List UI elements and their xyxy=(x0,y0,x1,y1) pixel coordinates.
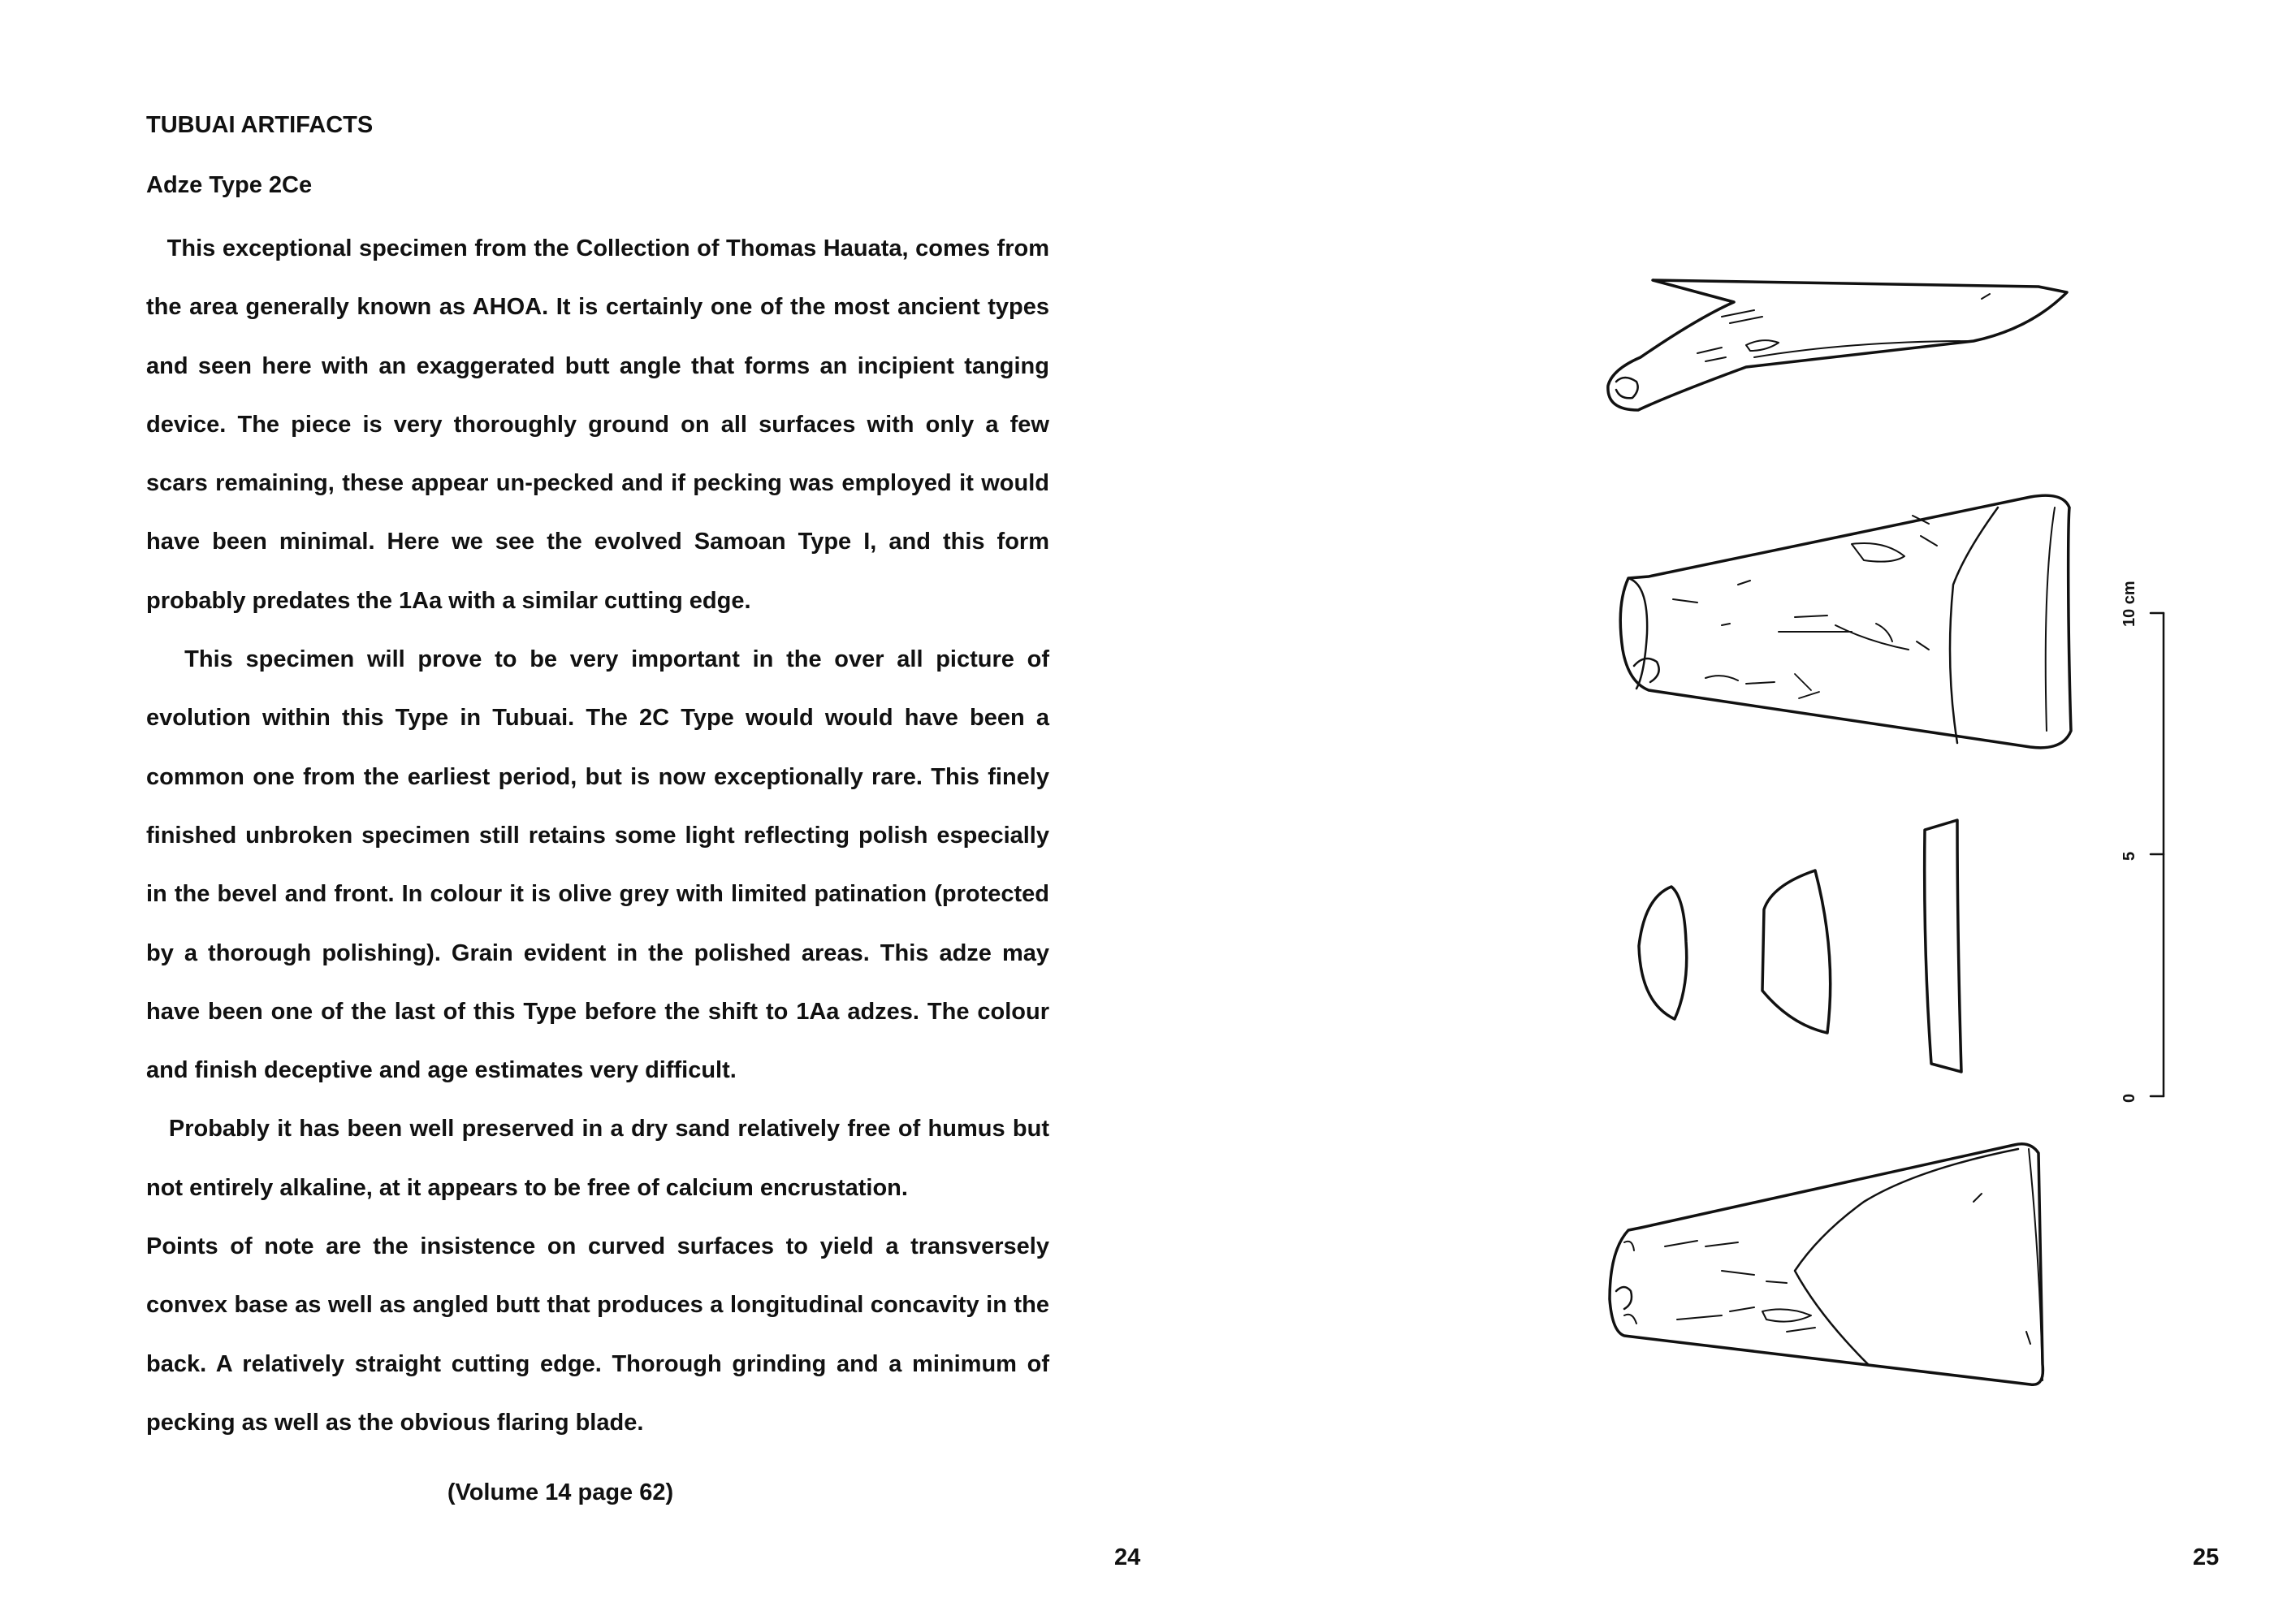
paragraph-1: This exceptional specimen from the Collection of Thomas Hauata, comes from the area generally known as AHOA. It is certainly one of the most ancient types and seen here with an exaggerated butt angle that forms an incipient tanging device. The piece is very thoroughly ground on all surfaces with only a few scars remaining, these appear un-pecked and if pecking was employed it would have been minimal. Here we see the evolved Samoan Type I, and this form probably predates the 1Aa with a similar cutting edge. xyxy=(146,235,1049,614)
paragraph-3: Probably it has been well preserved in a dry sand relatively free of humus but not entirely alkaline, at it appears to be free of calcium encrustation. xyxy=(146,1116,1049,1201)
right-page xyxy=(1137,0,2274,1624)
paragraph-4: Points of note are the insistence on curved surfaces to yield a transversely convex base as well as angled butt that produces a longitudinal concavity in the back. A relatively straight cutting edge. Thorough grinding and a minimum of pecking as well as the obvious flaring blade. xyxy=(146,1233,1049,1436)
scale-label-5: 5 xyxy=(2121,851,2138,861)
page-number-right: 25 xyxy=(2193,1544,2220,1570)
scale-label-10cm: 10 cm xyxy=(2121,581,2138,627)
section-title: TUBUAI ARTIFACTS xyxy=(146,112,374,138)
paragraph-2: This specimen will prove to be very important in the over all picture of evolution within this Type in Tubuai. The 2C Type would would have been a common one from the earliest period, but is now exceptionally rare. This finely finished unbroken specimen still retains some light reflecting polish especially in the bevel and front. In colour it is olive grey with limited patination (protected by a thorough polishing). Grain evident in the polished areas. This adze may have been one of the last of this Type before the shift to 1Aa adzes. The colour and finish deceptive and age estimates very difficult. xyxy=(146,646,1049,1084)
page-number-left: 24 xyxy=(1114,1544,1141,1570)
adze-type-subtitle: Adze Type 2Ce xyxy=(146,172,313,198)
scale-label-0: 0 xyxy=(2121,1093,2138,1103)
scale-bar xyxy=(2151,613,2164,1096)
adze-cross-section-drawings xyxy=(1639,820,1961,1072)
volume-citation: (Volume 14 page 62) xyxy=(447,1479,674,1505)
adze-side-profile-drawing xyxy=(1608,280,2067,410)
body-text xyxy=(146,219,1049,1452)
adze-illustration xyxy=(1137,0,2274,1624)
adze-front-face-drawing xyxy=(1620,495,2071,748)
adze-back-face-drawing xyxy=(1610,1144,2043,1385)
